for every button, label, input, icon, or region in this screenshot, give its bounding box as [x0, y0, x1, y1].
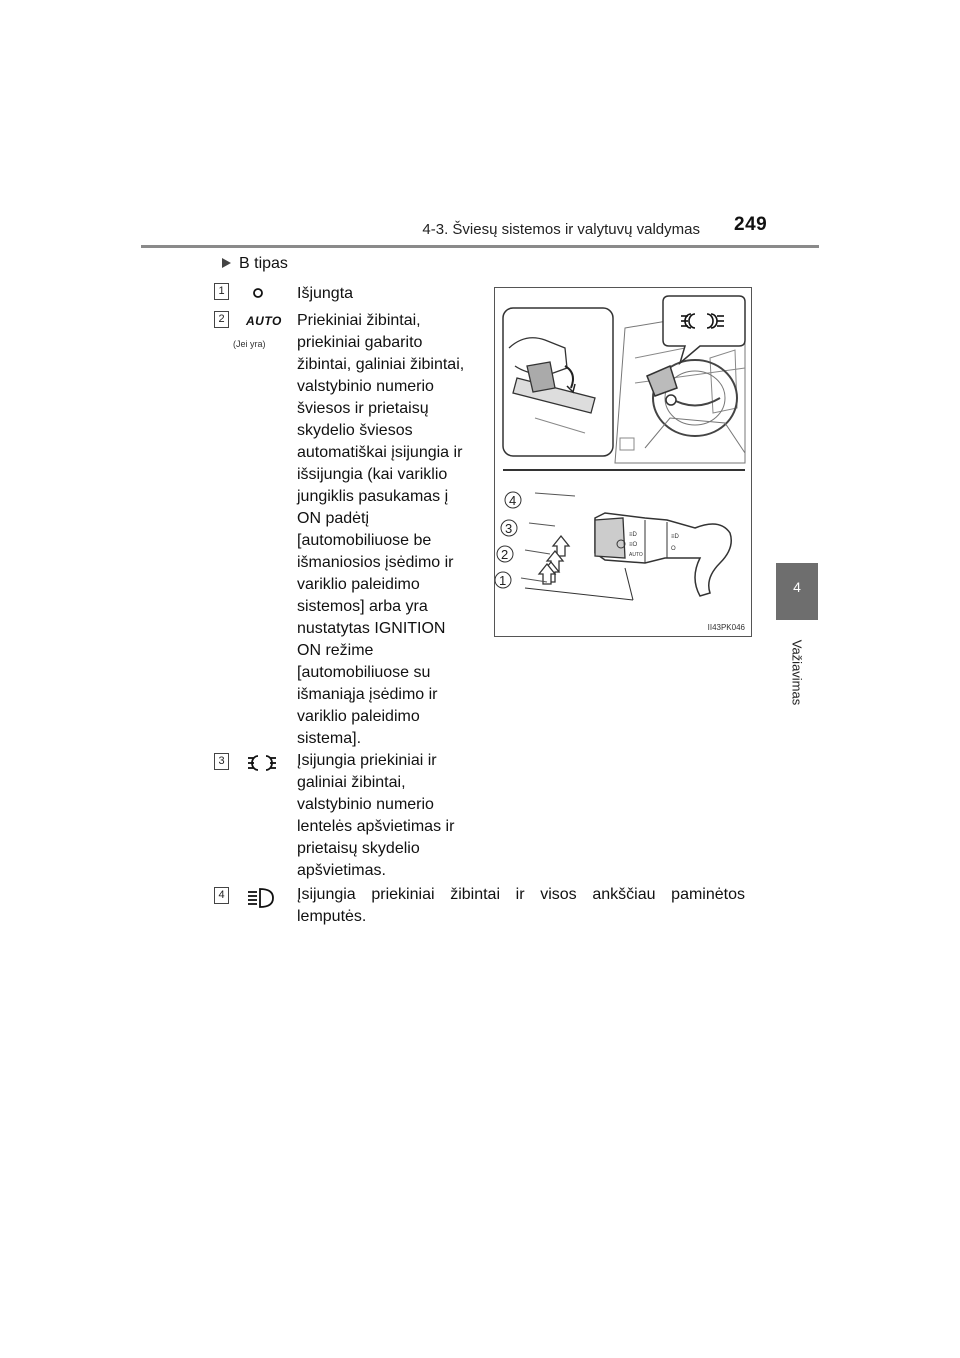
- item-text-4: Įsijungia priekiniai žibintai ir visos ankščiau paminėtos lemputės.: [297, 886, 745, 925]
- callout-1: 1: [499, 573, 507, 588]
- chapter-tab-number: 4: [793, 579, 801, 595]
- chapter-label: Važiavimas: [789, 639, 805, 706]
- triangle-bullet-icon: [222, 258, 231, 268]
- section-title: B tipas: [222, 255, 288, 273]
- running-header-title: 4-3. Šviesų sistemos ir valytuvų valdymas: [422, 221, 700, 238]
- header-divider: [141, 245, 819, 248]
- item-number-4: 4: [214, 887, 229, 904]
- page-number: 249: [734, 214, 768, 235]
- item-text-2: Priekiniai žibintai, priekiniai gabarito žibintai, galiniai žibintai, valstybinio numerio šviesos ir prietaisų skydelio šviesos automatiškai įsijungia ir išsijungia (kai variklio jungiklis pasukamas į ON padėtį [automobiliuose be išmaniosios įsėdimo ir variklio paleidimo sistemos] arba yra nustatytas IGNITION ON režime [automobiliuose su išmaniąja įsėdimo ir variklio paleidimo sistema].: [297, 312, 465, 747]
- svg-text:≡O: ≡O: [629, 542, 638, 548]
- svg-text:≡D: ≡D: [629, 532, 637, 538]
- chapter-tab: [776, 563, 818, 620]
- availability-note: (Jei yra): [233, 339, 266, 349]
- item-number-2: 2: [214, 311, 229, 328]
- light-switch-illustration: [494, 287, 752, 637]
- callout-4: 4: [509, 493, 517, 508]
- headlight-icon: [246, 886, 276, 915]
- callout-3: 3: [505, 521, 513, 536]
- svg-text:O: O: [671, 546, 676, 552]
- callout-2: 2: [501, 547, 509, 562]
- item-text-3: Įsijungia priekiniai ir galiniai žibintai, valstybinio numerio lentelės apšvietimas ir prietaisų skydelio apšvietimas.: [297, 752, 455, 879]
- item-text-1: Išjungta: [297, 285, 354, 302]
- svg-text:≡D: ≡D: [671, 534, 679, 540]
- svg-text:AUTO: AUTO: [629, 552, 643, 558]
- item-number-1: 1: [214, 283, 229, 300]
- illustration-code: II43PK046: [707, 623, 745, 632]
- off-circle-icon: [252, 286, 264, 304]
- side-marker-lights-icon: [246, 752, 278, 779]
- item-number-3: 3: [214, 753, 229, 770]
- auto-icon: AUTO: [246, 314, 282, 328]
